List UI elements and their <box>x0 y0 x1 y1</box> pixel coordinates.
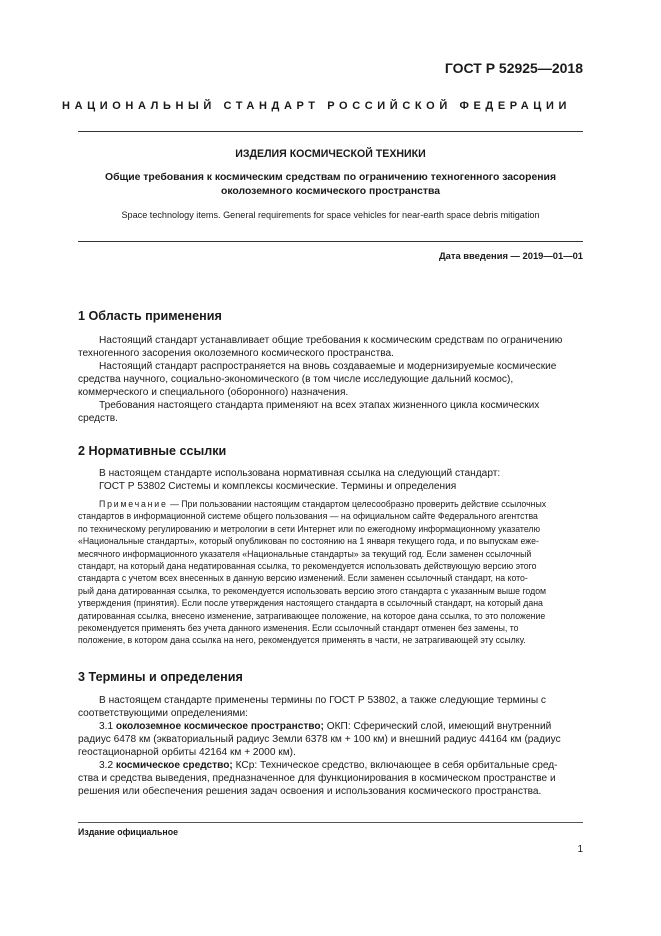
term-1-definition-start: : Сферический слой, имеющий внутренний <box>347 721 552 732</box>
note-line: «Национальные стандарты», который опубликован по состоянию на 1 января текущего года, и по выпускам еже- <box>78 536 539 547</box>
term-1-abbr: ОКП <box>326 721 348 732</box>
term-1-name: околоземное космическое пространство; <box>115 721 324 732</box>
term-2-number: 3.2 <box>99 760 116 771</box>
national-standard-banner: НАЦИОНАЛЬНЫЙ СТАНДАРТ РОССИЙСКОЙ ФЕДЕРАЦИИ <box>62 100 571 112</box>
s1-line: средства научного, социально-экономического (в том числе исследующие дальний космос), <box>78 374 514 385</box>
s1-line: Настоящий стандарт распространяется на вновь создаваемые и модернизируемые космические <box>99 361 557 372</box>
section-1-body <box>78 334 583 425</box>
term-1-number: 3.1 <box>99 721 116 732</box>
title-divider-bottom <box>78 241 583 242</box>
note-line: датированная ссылка, внесено изменение, затрагивающее положение, на которое дана ссылка, то это положение <box>78 610 546 621</box>
intro-date: Дата введения — 2019—01—01 <box>438 250 583 261</box>
subtitle-line-1: Общие требования к космическим средствам по ограничению техногенного засорения <box>104 172 557 183</box>
note-line: стандарта с учетом всех внесенных в данную версию изменений. Если заменен ссылочный стандарт, на кото- <box>78 573 528 584</box>
title-main: ИЗДЕЛИЯ КОСМИЧЕСКОЙ ТЕХНИКИ <box>235 148 426 160</box>
note-line: положение, в котором дана ссылка на него, рекомендуется применять в части, не затрагивающей эту ссылку. <box>78 635 526 646</box>
title-divider-top <box>78 131 583 132</box>
s1-line: средств. <box>78 413 118 424</box>
term-2-line-1 <box>78 759 583 772</box>
edition-label: Издание официальное <box>78 827 178 837</box>
subtitle-line-2: околоземного космического пространства <box>221 186 440 197</box>
page-number: 1 <box>577 844 583 855</box>
s3-intro-line-1: В настоящем стандарте применены термины по ГОСТ Р 53802, а также следующие термины с <box>99 695 546 706</box>
note-label: Примечание <box>99 499 168 509</box>
s1-line: Настоящий стандарт устанавливает общие требования к космическим средствам по ограничению <box>99 335 563 346</box>
note-line: стандартов в информационной системе общего пользования — на официальном сайте Федерального агентства <box>78 511 538 522</box>
term-1-line-3: геостационарной орбиты 42164 км + 2000 км). <box>78 747 296 758</box>
section-2-heading: 2 Нормативные ссылки <box>78 444 227 458</box>
term-2-line-2: ства и средства выведения, предназначенное для функционирования в космическом пространстве и <box>78 773 556 784</box>
note-text: — При пользовании настоящим стандартом целесообразно проверить действие ссылочных <box>167 499 547 509</box>
note-line: утверждения (принятия). Если после утверждения настоящего стандарта в ссылочный стандарт, на который дана <box>78 598 543 609</box>
s1-line: Требования настоящего стандарта применяют на всех этапах жизненного цикла космических <box>99 400 540 411</box>
s1-line: техногенного засорения околоземного космического пространства. <box>78 348 394 359</box>
section-1-heading: 1 Область применения <box>78 309 222 323</box>
term-1-line-1 <box>78 720 583 733</box>
section-3-heading: 3 Термины и определения <box>78 670 243 684</box>
s2-line: ГОСТ Р 53802 Системы и комплексы космические. Термины и определения <box>99 481 457 492</box>
s1-line: коммерческого и специального (оборонного) назначения. <box>78 387 349 398</box>
note-line: по техническому регулированию и метрологии в сети Интернет или по ежегодному информационному указателю <box>78 523 541 534</box>
section-3-body <box>78 694 583 798</box>
section-2-body <box>78 467 583 493</box>
term-2-abbr: КСр <box>235 760 255 771</box>
footer-divider <box>78 822 583 823</box>
term-1-line-2: радиус 6478 км (экваториальный радиус Земли 6378 км + 100 км) и внешний радиус 44164 км (радиус <box>78 734 561 745</box>
note-line: рекомендуется применять без учета данного изменения. Если ссылочный стандарт отменен без замены, то <box>78 623 519 634</box>
section-2-note <box>78 498 583 647</box>
s2-line: В настоящем стандарте использована нормативная ссылка на следующий стандарт: <box>99 468 501 479</box>
note-line-first <box>78 498 583 510</box>
doc-number: ГОСТ Р 52925—2018 <box>444 60 583 76</box>
term-2-line-3: решения или обеспечения решения задач освоения и использования космического пространства. <box>78 786 542 797</box>
term-2-definition-start: : Техническое средство, включающее в себя орбитальные сред- <box>254 760 558 771</box>
note-line: стандарт, на который дана недатированная ссылка, то рекомендуется использовать действующую версию этого <box>78 561 537 572</box>
term-2-name: космическое средство; <box>115 760 233 771</box>
note-line: месячного информационного указателя «Национальные стандарты» за текущий год. Если заменен ссылочный <box>78 548 532 559</box>
s3-intro-line-2: соответствующими определениями: <box>78 708 248 719</box>
title-subtitle <box>78 171 583 199</box>
note-line: рый дана датированная ссылка, то рекомендуется использовать версию этого стандарта с указанным выше годом <box>78 585 547 596</box>
title-english: Space technology items. General requirements for space vehicles for near-earth space debris mitigation <box>121 210 540 220</box>
